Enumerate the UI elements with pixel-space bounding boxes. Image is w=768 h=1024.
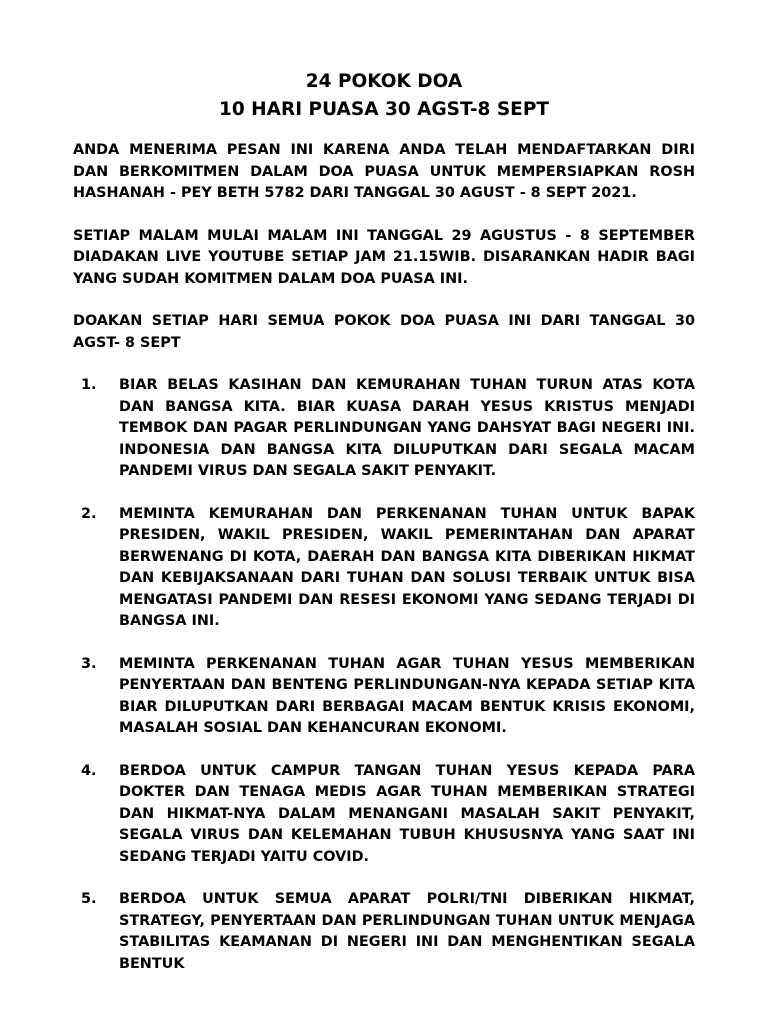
prayer-point-list — [73, 375, 695, 975]
list-item-text: BERDOA UNTUK CAMPUR TANGAN TUHAN YESUS KEPADA PARA DOKTER DAN TENAGA MEDIS AGAR TUHAN MEMBERIKAN STRATEGI DAN HIKMAT-NYA DALAM MENANGANI MASALAH SAKIT PENYAKIT, SEGALA VIRUS DAN KELEMAHAN TUBUH KHUSUSNYA YANG SAAT INI SEDANG TERJADI YAITU COVID. — [119, 762, 695, 865]
list-item-number: 2. — [81, 505, 97, 522]
list-item — [73, 375, 695, 483]
instruction-paragraph: DOAKAN SETIAP HARI SEMUA POKOK DOA PUASA INI DARI TANGGAL 30 AGST- 8 SEPT — [73, 313, 695, 351]
document-title: 24 POKOK DOA — [305, 71, 463, 92]
paragraph-spacer — [73, 205, 695, 226]
paragraph-spacer — [73, 290, 695, 311]
list-item-text: BIAR BELAS KASIHAN DAN KEMURAHAN TUHAN TURUN ATAS KOTA DAN BANGSA KITA. BIAR KUASA DARAH YESUS KRISTUS MENJADI TEMBOK DAN PAGAR PERLINDUNGAN YANG DAHSYAT BAGI NEGERI INI. INDONESIA DAN BANGSA KITA DILUPUTKAN DARI SEGALA MACAM PANDEMI VIRUS DAN SEGALA SAKIT PENYAKIT. — [119, 377, 695, 479]
live-schedule-paragraph: SETIAP MALAM MULAI MALAM INI TANGGAL 29 AGUSTUS - 8 SEPTEMBER DIADAKAN LIVE YOUTUBE SETIAP JAM 21.15WIB. DISARANKAN HADIR BAGI YANG SUDAH KOMITMEN DALAM DOA PUASA INI. — [73, 227, 695, 287]
document-subtitle: 10 HARI PUASA 30 AGST-8 SEPT — [218, 99, 549, 120]
list-item-text: MEMINTA KEMURAHAN DAN PERKENANAN TUHAN UNTUK BAPAK PRESIDEN, WAKIL PRESIDEN, WAKIL PEMERINTAHAN DAN APARAT BERWENANG DI KOTA, DAERAH DAN BANGSA KITA DIBERIKAN HIKMAT DAN KEBIJAKSANAAN DARI TUHAN DAN SOLUSI TERBAIK UNTUK BISA MENGATASI PANDEMI DAN RESESI EKONOMI YANG SEDANG TERJADI DI BANGSA INI. — [119, 505, 695, 629]
list-item-number: 1. — [81, 377, 97, 393]
list-item-text: BERDOA UNTUK SEMUA APARAT POLRI/TNI DIBERIKAN HIKMAT, STRATEGY, PENYERTAAN DAN PERLINDUNGAN TUHAN UNTUK MENJAGA STABILITAS KEAMANAN DI NEGERI INI DAN MENGHENTIKAN SEGALA BENTUK — [119, 891, 695, 972]
list-item — [73, 654, 695, 740]
list-item-number: 4. — [81, 762, 97, 779]
list-item — [73, 889, 695, 975]
list-item — [73, 761, 695, 869]
list-item-number: 3. — [81, 655, 97, 672]
list-item — [73, 504, 695, 633]
list-item-text: MEMINTA PERKENANAN TUHAN AGAR TUHAN YESUS MEMBERIKAN PENYERTAAN DAN BENTENG PERLINDUNGAN-NYA KEPADA SETIAP KITA BIAR DILUPUTKAN DARI BERBAGAI MACAM BENTUK KRISIS EKONOMI, MASALAH SOSIAL DAN KEHANCURAN EKONOMI. — [119, 655, 695, 736]
title-block — [73, 68, 695, 124]
list-item-number: 5. — [81, 891, 97, 907]
intro-paragraph: ANDA MENERIMA PESAN INI KARENA ANDA TELAH MENDAFTARKAN DIRI DAN BERKOMITMEN DALAM DOA PUASA UNTUK MEMPERSIAPKAN ROSH HASHANAH - PEY BETH 5782 DARI TANGGAL 30 AGUST - 8 SEPT 2021. — [73, 142, 695, 201]
paragraph-spacer — [73, 354, 695, 375]
